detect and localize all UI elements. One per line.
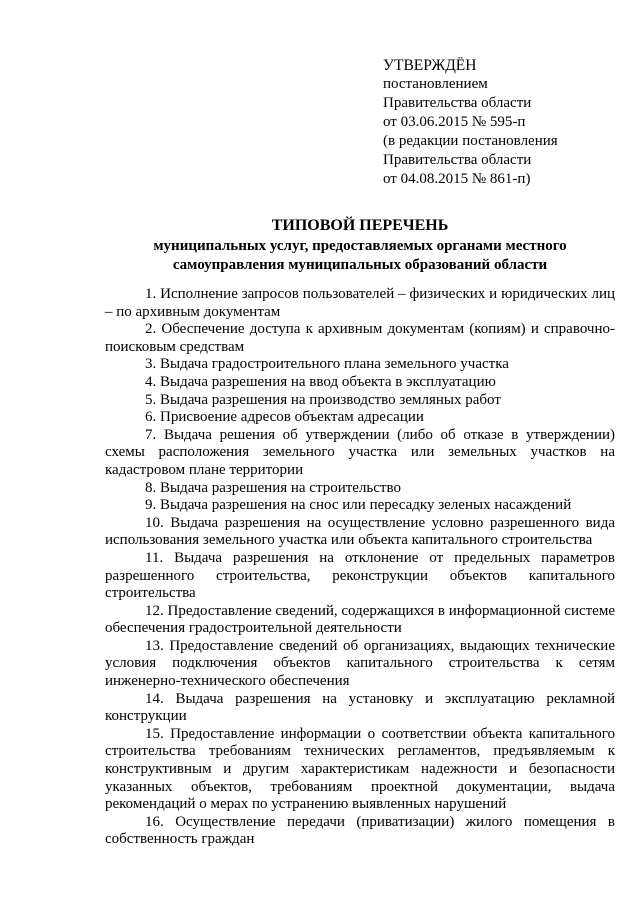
document-title-block (100, 216, 620, 275)
list-item: 4. Выдача разрешения на ввод объекта в эксплуатацию (145, 373, 496, 390)
list-item: 15. Предоставление информации о соответствии объекта капитального строительства требованиям технических регламентов, предъявляемым к конструктивным и другим характеристикам надежности и безопасности указанных объектов, требованиям проектной документации, выдача рекомендаций о мерах по устранению выявленных нарушений (105, 725, 615, 813)
list-item: 1. Исполнение запросов пользователей – физических и юридических лиц – по архивным документам (105, 286, 615, 320)
document-subtitle-line: муниципальных услуг, предоставляемых органами местного (153, 238, 567, 254)
approval-line: Правительства области (383, 95, 532, 111)
list-item: 13. Предоставление сведений об организациях, выдающих технические условия подключения объектов капитального строительства к сетям инженерно-технического обеспечения (105, 637, 615, 690)
list-item: 11. Выдача разрешения на отклонение от предельных параметров разрешенного строительства, реконструкции объектов капитального строительства (105, 549, 615, 602)
services-list (105, 286, 615, 849)
list-item: 10. Выдача разрешения на осуществление условно разрешенного вида использования земельного участка или объекта капитального строительства (105, 514, 615, 549)
document-title: ТИПОВОЙ ПЕРЕЧЕНЬ (271, 217, 449, 234)
document-subtitle-line: самоуправления муниципальных образований области (172, 257, 548, 273)
list-item: 9. Выдача разрешения на снос или пересадку зеленых насаждений (145, 497, 572, 514)
approval-line: от 03.06.2015 № 595-п (383, 114, 526, 130)
approval-heading: УТВЕРЖДЁН (383, 57, 477, 74)
list-item: 14. Выдача разрешения на установку и эксплуатацию рекламной конструкции (105, 690, 615, 725)
approval-stamp (383, 56, 558, 189)
list-item: 7. Выдача решения об утверждении (либо об отказе в утверждении) схемы расположения земельного участка или земельных участков на кадастровом плане территории (105, 426, 615, 478)
approval-line: (в редакции постановления (383, 133, 558, 149)
list-item: 3. Выдача градостроительного плана земельного участка (145, 356, 509, 373)
list-item: 6. Присвоение адресов объектам адресации (145, 409, 424, 426)
approval-line: Правительства области (383, 152, 532, 168)
list-item: 5. Выдача разрешения на производство земляных работ (145, 391, 501, 408)
list-item: 8. Выдача разрешения на строительство (145, 479, 401, 496)
list-item: 12. Предоставление сведений, содержащихся в информационной системе обеспечения градостроительной деятельности (105, 602, 615, 637)
list-item: 16. Осуществление передачи (приватизации) жилого помещения в собственность граждан (105, 813, 615, 848)
approval-line: от 04.08.2015 № 861-п) (383, 171, 531, 187)
approval-line: постановлением (383, 76, 488, 92)
list-item: 2. Обеспечение доступа к архивным документам (копиям) и справочно-поисковым средствам (105, 321, 615, 355)
